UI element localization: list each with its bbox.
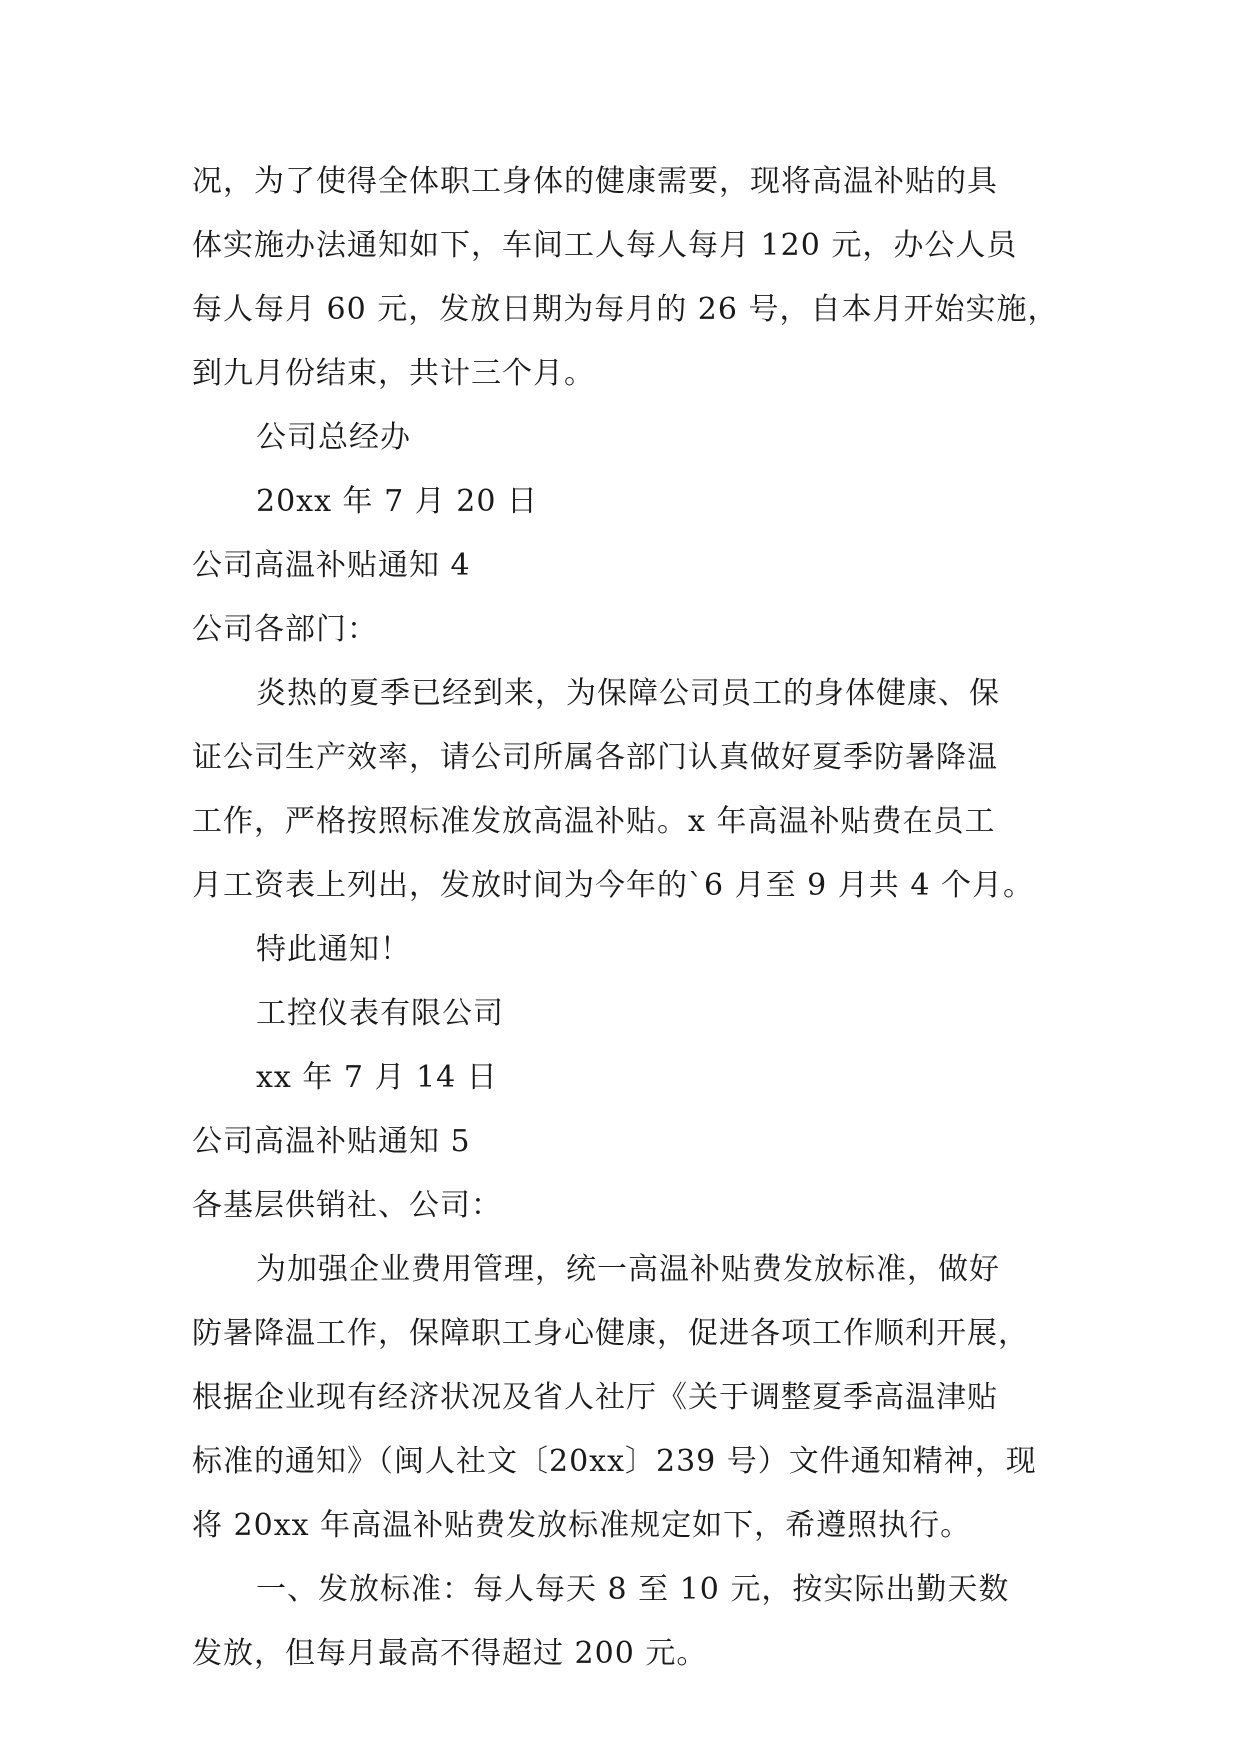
paragraph-line: 为加强企业费用管理，统一高温补贴费发放标准，做好 [256,1252,1000,1287]
salutation: 公司各部门： [192,612,378,647]
paragraph-line: 到九月份结束，共计三个月。 [192,356,595,391]
salutation: 各基层供销社、公司： [192,1188,502,1223]
paragraph-line: 体实施办法通知如下，车间工人每人每月 120 元，办公人员 [192,228,1018,263]
signature-department: 公司总经办 [256,420,411,455]
closing-remark: 特此通知！ [256,932,411,967]
paragraph-line: 况，为了使得全体职工身体的健康需要，现将高温补贴的具 [192,164,998,199]
signature-date: xx 年 7 月 14 日 [256,1060,498,1095]
paragraph-line: 防暑降温工作，保障职工身心健康，促进各项工作顺利开展， [192,1316,1029,1351]
paragraph-line: 月工资表上列出，发放时间为今年的`6 月至 9 月共 4 个月。 [192,868,1034,903]
paragraph-line: 一、发放标准：每人每天 8 至 10 元，按实际出勤天数 [256,1572,1010,1607]
signature-date: 20xx 年 7 月 20 日 [256,484,538,519]
paragraph-line: 工作，严格按照标准发放高温补贴。x 年高温补贴费在员工 [192,804,996,839]
section-heading: 公司高温补贴通知 5 [192,1124,471,1159]
paragraph-line: 证公司生产效率，请公司所属各部门认真做好夏季防暑降温 [192,740,998,775]
document-body [192,150,1062,1686]
signature-company: 工控仪表有限公司 [256,996,504,1031]
paragraph-line: 每人每月 60 元，发放日期为每月的 26 号，自本月开始实施， [192,292,1059,327]
paragraph-line: 根据企业现有经济状况及省人社厅《关于调整夏季高温津贴 [192,1380,998,1415]
paragraph-line: 炎热的夏季已经到来，为保障公司员工的身体健康、保 [256,676,1000,711]
paragraph-line: 发放，但每月最高不得超过 200 元。 [192,1636,708,1671]
section-heading: 公司高温补贴通知 4 [192,548,471,583]
paragraph-line: 标准的通知》（闽人社文〔20xx〕239 号）文件通知精神，现 [192,1444,1037,1479]
paragraph-line: 将 20xx 年高温补贴费发放标准规定如下，希遵照执行。 [192,1508,972,1543]
